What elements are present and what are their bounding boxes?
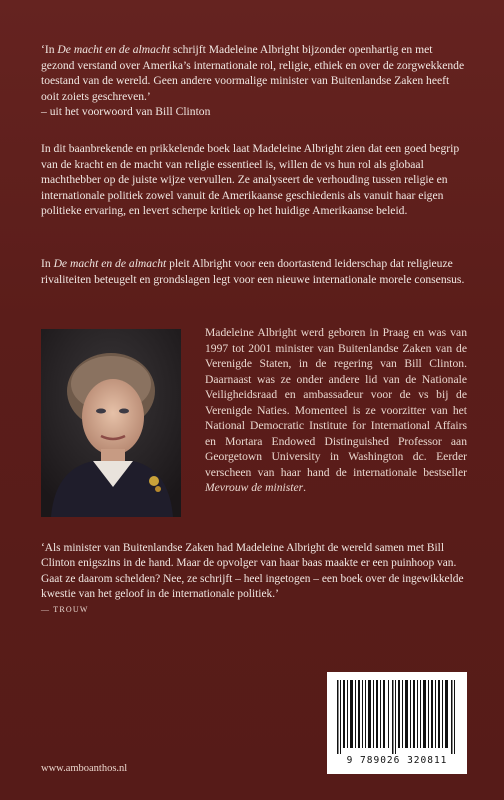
intro-paragraph: In dit baanbrekende en prikkelende boek laat Madeleine Albright zien dat een goed begrip van de kracht en de macht van religie essentieel is, willen de vs hun rol als globaal machthebber op de juiste wijze vervullen. Ze analyseert de verhouding tussen religie en internationale politiek zowel vanuit de Amerikaanse geschiedenis als vanuit haar eigen politieke ervaring, en levert scherpe kritiek op het huidige Amerikaanse beleid. — [41, 142, 460, 218]
quote-open: ‘In — [41, 43, 58, 56]
trouw-source: — TROUW — [41, 605, 89, 614]
book-title-italic: De macht en de almacht — [53, 257, 167, 270]
trouw-quote: ‘Als minister van Buitenlandse Zaken had Madeleine Albright de wereld samen met Bill Clinton enigszins in de hand. Maar de opvolger van haar baas maakte er een puinhoop van. Gaat ze daarom schelden? Nee, ze schrijft – heel ingetogen – een boek over de ingewikkelde kwestie van het geloof in de internationale politiek.’ — [41, 542, 464, 601]
pleit-text: pleit Albright voor een doortastend leiderschap dat religieuze rivaliteiten beteugelt en grondslagen legt voor een nieuwe internationale morele consensus. — [41, 257, 465, 286]
isbn-number: 9 789026 320811 — [346, 755, 448, 766]
pleit-open: In — [41, 257, 54, 270]
author-bio-end: . — [303, 481, 307, 494]
author-bio — [205, 325, 467, 496]
clinton-quote — [41, 42, 466, 120]
clinton-quote-text: schrijft Madeleine Albright bijzonder openhartig en met gezond verstand over Amerika’s internationale rol, religie, ethiek en over de zorgwekkende toestand van de wereld. Geen andere voormalige minister van Buitenlandse Zaken heeft ooit zoiets geschreven.’ — [41, 43, 465, 103]
barcode-bars — [337, 680, 457, 754]
book-title-italic: De macht en de almacht — [57, 43, 171, 56]
author-photo — [41, 329, 181, 517]
publisher-website[interactable]: www.amboanthos.nl — [41, 763, 128, 774]
pleit-paragraph — [41, 256, 466, 287]
bestseller-title: Mevrouw de minister — [205, 481, 304, 494]
clinton-attribution: – uit het voorwoord van Bill Clinton — [41, 105, 211, 119]
author-portrait-image — [41, 329, 181, 517]
author-bio-text: Madeleine Albright werd geboren in Praag en was van 1997 tot 2001 minister van Buitenlandse Zaken van de Verenigde Staten, in de regering van Bill Clinton. Daarnaast was ze onder andere lid van de Nationale Veiligheidsraad en ambassadeur voor de vs bij de Verenigde Naties. Momenteel is ze voorzitter van het National Democratic Institute for International Affairs en Mortara Endowed Distinguished Professor aan Georgetown University in Washington dc. Eerder verscheen van haar hand de internationale bestseller — [205, 326, 467, 479]
barcode — [327, 672, 467, 774]
